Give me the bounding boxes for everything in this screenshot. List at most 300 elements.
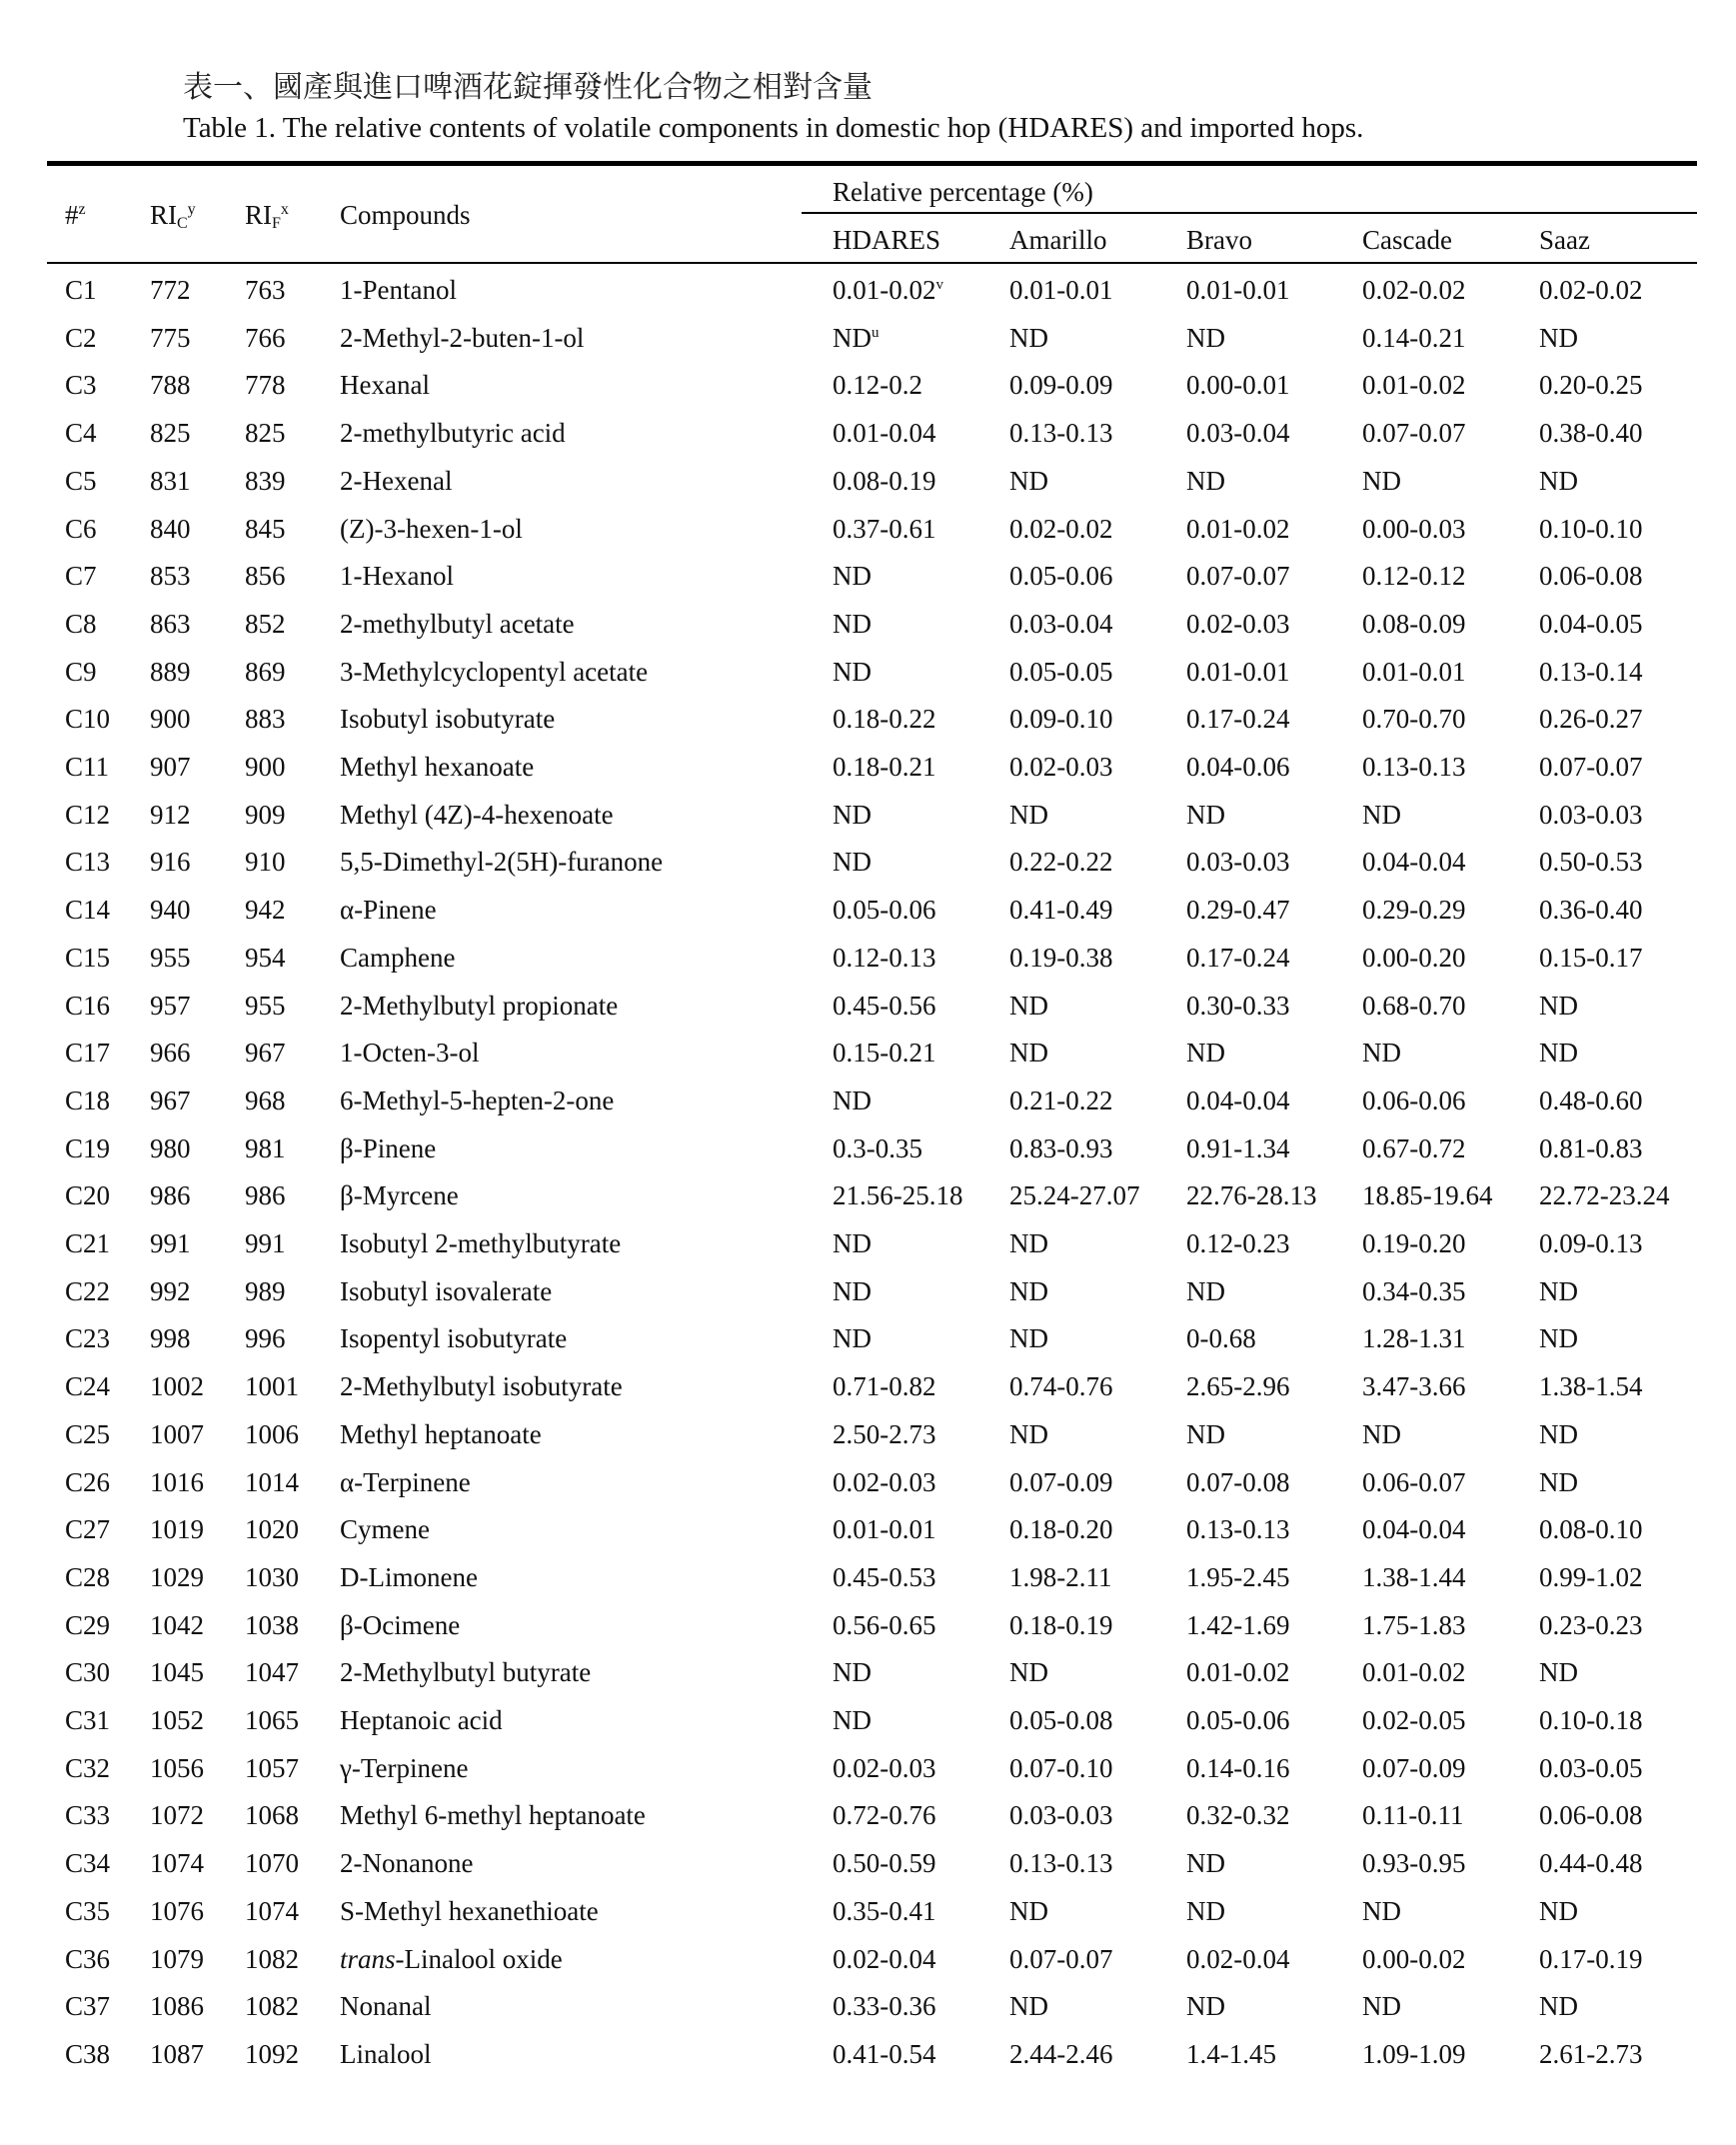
value-text: 0.07-0.09 — [1009, 1466, 1113, 1497]
ri-calculated: 907 — [150, 752, 191, 782]
value-text: 0.01-0.01 — [1186, 275, 1290, 305]
value-cascade — [1362, 601, 1466, 648]
ri-reference: 1006 — [245, 1418, 299, 1449]
footnote-mark: v — [935, 277, 943, 293]
compound-name-text: 3-Methylcyclopentyl acetate — [340, 656, 649, 687]
value-text: 0.91-1.34 — [1186, 1132, 1290, 1163]
value-text: ND — [1539, 990, 1578, 1021]
value-cascade — [1362, 983, 1466, 1030]
value-text: ND — [1186, 322, 1225, 353]
value-saaz — [1539, 935, 1643, 982]
compound-name-text: 1-Hexanol — [340, 561, 454, 592]
value-text: 0.18-0.20 — [1009, 1514, 1113, 1545]
compound-name-text: Methyl (4Z)-4-hexenoate — [340, 799, 614, 830]
value-saaz — [1539, 1315, 1578, 1362]
value-bravo — [1186, 649, 1290, 696]
ri-calculated: 889 — [150, 656, 191, 687]
value-text: ND — [1009, 1228, 1048, 1258]
value-text: ND — [1009, 799, 1048, 830]
table-row — [0, 1888, 1736, 1935]
value-amarillo — [1009, 506, 1113, 553]
header-ric-text: RI — [150, 200, 177, 230]
value-cascade — [1362, 1411, 1401, 1458]
table-row — [0, 315, 1736, 362]
value-hdares — [833, 696, 936, 743]
ri-reference: 1047 — [245, 1657, 299, 1688]
value-text: 0.00-0.03 — [1362, 513, 1466, 544]
compound-name-text: β-Pinene — [340, 1132, 437, 1163]
value-amarillo — [1009, 2031, 1113, 2078]
compound-name-text: α-Pinene — [340, 895, 437, 926]
table-row — [0, 792, 1736, 839]
table-row — [0, 1554, 1736, 1601]
ri-calculated: 1072 — [150, 1800, 204, 1831]
value-hdares — [833, 458, 936, 505]
compound-id: C3 — [65, 370, 97, 401]
value-text: 0.02-0.03 — [833, 1752, 936, 1783]
ri-reference: 955 — [245, 990, 286, 1021]
value-bravo — [1186, 601, 1290, 648]
value-text: 0.04-0.06 — [1186, 752, 1290, 782]
compound-id: C18 — [65, 1084, 111, 1115]
table-row — [0, 1268, 1736, 1315]
value-bravo — [1186, 2031, 1276, 2078]
ri-calculated: 788 — [150, 370, 191, 401]
value-bravo — [1186, 1363, 1290, 1410]
value-amarillo — [1009, 267, 1113, 314]
table-row — [0, 1125, 1736, 1172]
compound-name — [340, 1697, 503, 1744]
value-amarillo — [1009, 1459, 1113, 1506]
ri-reference: 839 — [245, 465, 286, 496]
value-text: 0.45-0.56 — [833, 990, 936, 1021]
value-text: 0.07-0.07 — [1539, 752, 1643, 782]
value-text: 0.36-0.40 — [1539, 895, 1643, 926]
caption-chinese: 表一、國產與進口啤酒花錠揮發性化合物之相對含量 — [183, 71, 872, 104]
value-cascade — [1362, 315, 1466, 362]
value-cascade — [1362, 1172, 1493, 1219]
value-text: 0.02-0.03 — [1009, 752, 1113, 782]
value-amarillo — [1009, 1602, 1113, 1649]
value-hdares — [833, 1936, 936, 1983]
ri-calculated: 1019 — [150, 1514, 204, 1545]
value-hdares — [833, 839, 871, 886]
header-rif-sub: F — [272, 215, 281, 232]
value-text: 0.37-0.61 — [833, 513, 936, 544]
compound-name-text: 1-Pentanol — [340, 275, 457, 305]
value-cascade — [1362, 1315, 1466, 1362]
value-bravo — [1186, 1554, 1290, 1601]
value-text: 0.08-0.19 — [833, 465, 936, 496]
compound-name-text: -Linalool oxide — [395, 1943, 563, 1974]
value-text: 2.65-2.96 — [1186, 1371, 1290, 1402]
value-amarillo — [1009, 458, 1048, 505]
ri-calculated: 992 — [150, 1275, 191, 1306]
value-hdares — [833, 1792, 936, 1839]
value-bravo — [1186, 1745, 1290, 1792]
value-text: 0.01-0.02 — [1362, 1657, 1466, 1688]
value-bravo — [1186, 1649, 1290, 1696]
compound-name-text: 2-methylbutyric acid — [340, 418, 566, 449]
value-bravo — [1186, 1792, 1290, 1839]
value-text: 0.08-0.10 — [1539, 1514, 1643, 1545]
value-text: 0.03-0.05 — [1539, 1752, 1643, 1783]
ri-calculated: 1056 — [150, 1752, 204, 1783]
compound-id: C27 — [65, 1514, 111, 1545]
ri-calculated: 957 — [150, 990, 191, 1021]
value-hdares — [833, 792, 871, 839]
ri-calculated: 853 — [150, 561, 191, 592]
value-text: 0.18-0.19 — [1009, 1609, 1113, 1640]
compound-name — [340, 267, 457, 314]
compound-id: C36 — [65, 1943, 111, 1974]
header-amarillo: Amarillo — [1009, 225, 1107, 255]
value-hdares — [833, 1649, 871, 1696]
compound-name-text: β-Myrcene — [340, 1180, 459, 1211]
value-amarillo — [1009, 696, 1113, 743]
compound-name — [340, 1411, 542, 1458]
compound-name — [340, 1602, 460, 1649]
value-text: ND — [1009, 1418, 1048, 1449]
header-id — [65, 200, 86, 231]
compound-name — [340, 1840, 473, 1887]
header-saaz: Saaz — [1539, 225, 1590, 255]
value-text: 0.74-0.76 — [1009, 1371, 1113, 1402]
value-amarillo — [1009, 792, 1048, 839]
value-text: 0.17-0.24 — [1186, 704, 1290, 735]
compound-name — [340, 362, 430, 409]
value-saaz — [1539, 649, 1643, 696]
value-text: ND — [833, 1228, 871, 1258]
value-text: ND — [1009, 322, 1048, 353]
compound-name — [340, 1554, 478, 1601]
value-hdares — [833, 1315, 871, 1362]
compound-id: C17 — [65, 1038, 111, 1069]
value-text: 0.17-0.19 — [1539, 1943, 1643, 1974]
value-bravo — [1186, 1459, 1290, 1506]
value-hdares — [833, 1983, 936, 2030]
value-text: 0.05-0.06 — [1009, 561, 1113, 592]
ri-calculated: 825 — [150, 418, 191, 449]
ri-reference: 981 — [245, 1132, 286, 1163]
ri-reference: 852 — [245, 608, 286, 639]
value-text: 0.04-0.05 — [1539, 608, 1643, 639]
value-bravo — [1186, 1697, 1290, 1744]
value-text: 21.56-25.18 — [833, 1180, 963, 1211]
value-hdares — [833, 553, 871, 600]
value-text: 0.06-0.08 — [1539, 1800, 1643, 1831]
value-text: 2.50-2.73 — [833, 1418, 936, 1449]
table-row — [0, 1459, 1736, 1506]
value-text: 0.06-0.06 — [1362, 1084, 1466, 1115]
table-row — [0, 1363, 1736, 1410]
value-amarillo — [1009, 315, 1048, 362]
value-hdares — [833, 506, 936, 553]
value-text: 0.56-0.65 — [833, 1609, 936, 1640]
value-text: 0.01-0.02 — [1362, 370, 1466, 401]
compound-name-text: D-Limonene — [340, 1561, 478, 1592]
value-saaz — [1539, 1030, 1578, 1076]
ri-calculated: 1002 — [150, 1371, 204, 1402]
ri-calculated: 986 — [150, 1180, 191, 1211]
value-cascade — [1362, 839, 1466, 886]
value-cascade — [1362, 887, 1466, 934]
value-text: 1.95-2.45 — [1186, 1561, 1290, 1592]
compound-name — [340, 1125, 436, 1172]
value-hdares — [833, 1506, 936, 1553]
compound-name — [340, 1315, 567, 1362]
compound-name-text: (Z)-3-hexen-1-ol — [340, 513, 523, 544]
compound-id: C21 — [65, 1228, 111, 1258]
value-hdares — [833, 1697, 871, 1744]
value-saaz — [1539, 506, 1643, 553]
value-text: 0.44-0.48 — [1539, 1848, 1643, 1879]
value-saaz — [1539, 1459, 1578, 1506]
table-row — [0, 553, 1736, 600]
value-text: 0.00-0.20 — [1362, 942, 1466, 973]
value-text: 0.13-0.13 — [1186, 1514, 1290, 1545]
ri-calculated: 991 — [150, 1228, 191, 1258]
value-bravo — [1186, 1220, 1290, 1267]
compound-name-text: 2-Hexenal — [340, 465, 453, 496]
value-hdares — [833, 1888, 936, 1935]
value-amarillo — [1009, 1888, 1048, 1935]
ri-calculated: 1086 — [150, 1991, 204, 2022]
value-text: 0.01-0.02 — [1186, 1657, 1290, 1688]
value-cascade — [1362, 1363, 1466, 1410]
value-text: 0.12-0.13 — [833, 942, 936, 973]
value-bravo — [1186, 935, 1290, 982]
value-text: 0.03-0.03 — [1186, 847, 1290, 878]
ri-calculated: 1029 — [150, 1561, 204, 1592]
compound-name — [340, 2031, 431, 2078]
value-cascade — [1362, 458, 1401, 505]
header-id-text: # — [65, 200, 79, 230]
value-text: 0.01-0.01 — [833, 1514, 936, 1545]
value-bravo — [1186, 744, 1290, 791]
value-text: 0.04-0.04 — [1362, 1514, 1466, 1545]
value-text: ND — [1539, 1466, 1578, 1497]
value-hdares — [833, 649, 871, 696]
compound-id: C32 — [65, 1752, 111, 1783]
value-text: 0.34-0.35 — [1362, 1275, 1466, 1306]
value-text: ND — [1362, 465, 1401, 496]
compound-name-text: Methyl heptanoate — [340, 1418, 542, 1449]
compound-name — [340, 1172, 459, 1219]
table-row — [0, 649, 1736, 696]
header-rule — [47, 262, 1697, 264]
value-hdares — [833, 1268, 871, 1315]
value-bravo — [1186, 458, 1225, 505]
ri-reference: 910 — [245, 847, 286, 878]
compound-name — [340, 887, 437, 934]
value-text: 0.01-0.04 — [833, 418, 936, 449]
value-text: 0.13-0.13 — [1009, 418, 1113, 449]
ri-calculated: 940 — [150, 895, 191, 926]
compound-name-text: Methyl hexanoate — [340, 752, 535, 782]
value-saaz — [1539, 1172, 1670, 1219]
value-hdares — [833, 1840, 936, 1887]
ri-calculated: 1087 — [150, 2038, 204, 2069]
value-text: ND — [1539, 1657, 1578, 1688]
value-text: 18.85-19.64 — [1362, 1180, 1493, 1211]
header-cascade: Cascade — [1362, 225, 1452, 255]
value-text: ND — [1009, 465, 1048, 496]
compound-id: C9 — [65, 656, 97, 687]
value-text: ND — [1009, 1895, 1048, 1926]
value-hdares — [833, 2031, 936, 2078]
compound-name — [340, 553, 454, 600]
value-text: ND — [1009, 990, 1048, 1021]
value-text: 0.50-0.53 — [1539, 847, 1643, 878]
value-text: 0.13-0.14 — [1539, 656, 1643, 687]
value-cascade — [1362, 696, 1466, 743]
table-row — [0, 506, 1736, 553]
compound-name-text: β-Ocimene — [340, 1609, 461, 1640]
value-saaz — [1539, 1554, 1643, 1601]
table-row — [0, 839, 1736, 886]
compound-name — [340, 1459, 471, 1506]
compound-id: C38 — [65, 2038, 111, 2069]
table-row — [0, 362, 1736, 409]
table-row — [0, 1936, 1736, 1983]
value-bravo — [1186, 1030, 1225, 1076]
ri-reference: 1068 — [245, 1800, 299, 1831]
ri-calculated: 1042 — [150, 1609, 204, 1640]
value-amarillo — [1009, 983, 1048, 1030]
value-hdares — [833, 410, 936, 457]
value-text: 0.18-0.22 — [833, 704, 936, 735]
value-text: 0.20-0.25 — [1539, 370, 1643, 401]
ri-reference: 989 — [245, 1275, 286, 1306]
value-text: 0.01-0.02 — [1186, 513, 1290, 544]
value-saaz — [1539, 267, 1643, 314]
value-text: ND — [833, 561, 871, 592]
value-bravo — [1186, 1602, 1290, 1649]
value-cascade — [1362, 553, 1466, 600]
value-text: 0.01-0.02 — [833, 275, 936, 305]
value-saaz — [1539, 1363, 1643, 1410]
table-row — [0, 1840, 1736, 1887]
value-text: 0.00-0.02 — [1362, 1943, 1466, 1974]
compound-id: C25 — [65, 1418, 111, 1449]
value-hdares — [833, 601, 871, 648]
value-cascade — [1362, 1125, 1466, 1172]
compound-id: C30 — [65, 1657, 111, 1688]
table-row — [0, 1745, 1736, 1792]
compound-id: C14 — [65, 895, 111, 926]
value-text: 0.70-0.70 — [1362, 704, 1466, 735]
value-text: ND — [1539, 1418, 1578, 1449]
value-text: ND — [833, 1275, 871, 1306]
value-amarillo — [1009, 1792, 1113, 1839]
value-text: 0.01-0.01 — [1362, 656, 1466, 687]
value-text: 1.38-1.44 — [1362, 1561, 1466, 1592]
value-text: 0.02-0.04 — [1186, 1943, 1290, 1974]
value-bravo — [1186, 1411, 1225, 1458]
value-text: ND — [1362, 1418, 1401, 1449]
ri-calculated: 900 — [150, 704, 191, 735]
value-text: ND — [1009, 1275, 1048, 1306]
compound-id: C10 — [65, 704, 111, 735]
value-amarillo — [1009, 1936, 1113, 1983]
value-text: 0.06-0.08 — [1539, 561, 1643, 592]
ri-calculated: 1079 — [150, 1943, 204, 1974]
table-row — [0, 1649, 1736, 1696]
value-saaz — [1539, 410, 1643, 457]
value-saaz — [1539, 1649, 1578, 1696]
value-bravo — [1186, 1983, 1225, 2030]
value-text: 0.05-0.06 — [1186, 1705, 1290, 1735]
compound-name-text: Isopentyl isobutyrate — [340, 1323, 568, 1354]
value-text: ND — [1362, 1895, 1401, 1926]
value-text: 0.07-0.10 — [1009, 1752, 1113, 1783]
ri-reference: 883 — [245, 704, 286, 735]
table-row — [0, 935, 1736, 982]
ri-calculated: 1076 — [150, 1895, 204, 1926]
ri-calculated: 980 — [150, 1132, 191, 1163]
value-text: ND — [1539, 1991, 1578, 2022]
value-cascade — [1362, 1268, 1466, 1315]
compound-name — [340, 410, 566, 457]
ri-calculated: 916 — [150, 847, 191, 878]
value-text: 0.04-0.04 — [1186, 1084, 1290, 1115]
value-text: 0.67-0.72 — [1362, 1132, 1466, 1163]
table-row — [0, 410, 1736, 457]
value-hdares — [833, 1077, 871, 1124]
table-row — [0, 1983, 1736, 2030]
value-hdares — [833, 1554, 936, 1601]
value-cascade — [1362, 1840, 1466, 1887]
value-saaz — [1539, 1506, 1643, 1553]
value-saaz — [1539, 1411, 1578, 1458]
value-text: 0.07-0.08 — [1186, 1466, 1290, 1497]
compound-name-text: 5,5-Dimethyl-2(5H)-furanone — [340, 847, 664, 878]
value-text: 0.19-0.38 — [1009, 942, 1113, 973]
compound-name — [340, 839, 663, 886]
value-text: 0.17-0.24 — [1186, 942, 1290, 973]
value-saaz — [1539, 839, 1643, 886]
ri-calculated: 998 — [150, 1323, 191, 1354]
ri-calculated: 775 — [150, 322, 191, 353]
compound-id: C12 — [65, 799, 111, 830]
header-rif — [245, 200, 289, 233]
value-text: 0-0.68 — [1186, 1323, 1256, 1354]
footnote-mark: u — [871, 324, 879, 341]
value-cascade — [1362, 2031, 1466, 2078]
ri-calculated: 955 — [150, 942, 191, 973]
value-text: 0.06-0.07 — [1362, 1466, 1466, 1497]
ri-reference: 1057 — [245, 1752, 299, 1783]
value-text: 22.72-23.24 — [1539, 1180, 1670, 1211]
ri-calculated: 967 — [150, 1084, 191, 1115]
value-text: 0.29-0.47 — [1186, 895, 1290, 926]
value-text: ND — [1186, 799, 1225, 830]
value-amarillo — [1009, 1125, 1113, 1172]
ri-calculated: 1007 — [150, 1418, 204, 1449]
ri-reference: 909 — [245, 799, 286, 830]
value-text: ND — [1009, 1323, 1048, 1354]
ri-reference: 763 — [245, 275, 286, 305]
value-cascade — [1362, 1506, 1466, 1553]
value-text: 0.30-0.33 — [1186, 990, 1290, 1021]
compound-name — [340, 315, 584, 362]
header-bravo: Bravo — [1186, 225, 1252, 255]
ri-reference: 1074 — [245, 1895, 299, 1926]
value-cascade — [1362, 649, 1466, 696]
value-cascade — [1362, 1030, 1401, 1076]
value-bravo — [1186, 553, 1290, 600]
